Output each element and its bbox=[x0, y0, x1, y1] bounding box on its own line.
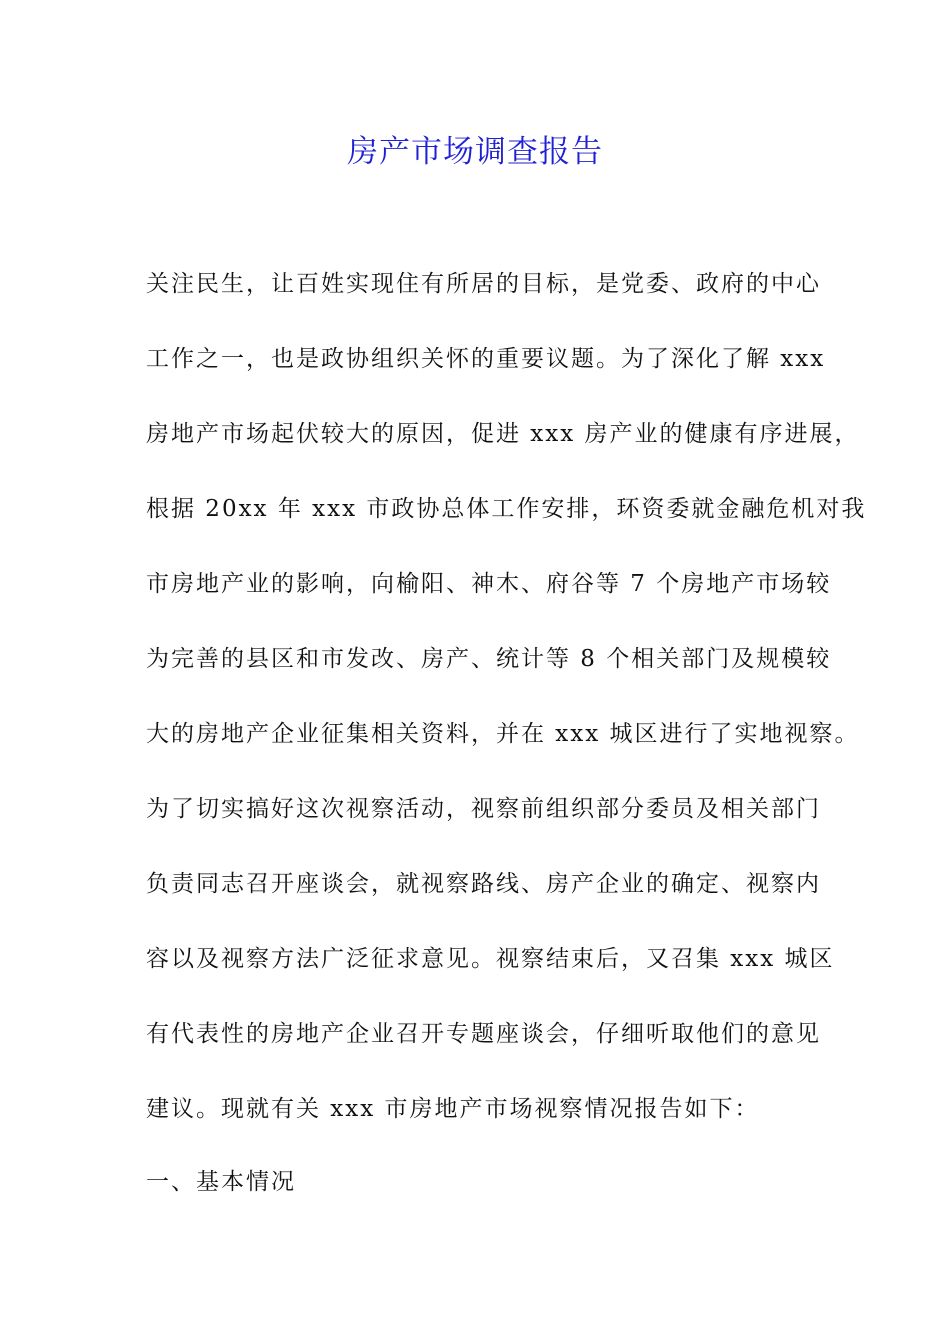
paragraph-line-7: 大的房地产企业征集相关资料，并在 xxx 城区进行了实地视察。 bbox=[146, 721, 860, 747]
paragraph-line-1: 关注民生，让百姓实现住有所居的目标，是党委、政府的中心 bbox=[146, 271, 821, 297]
paragraph-line-5: 市房地产业的影响，向榆阳、神木、府谷等 7 个房地产市场较 bbox=[146, 571, 832, 597]
section-heading: 一、基本情况 bbox=[146, 1169, 296, 1195]
paragraph-line-2: 工作之一，也是政协组织关怀的重要议题。为了深化了解 xxx bbox=[146, 346, 826, 372]
document-title: 房产市场调查报告 bbox=[347, 134, 603, 170]
paragraph-line-11: 有代表性的房地产企业召开专题座谈会，仔细听取他们的意见 bbox=[146, 1021, 821, 1047]
paragraph-line-8: 为了切实搞好这次视察活动，视察前组织部分委员及相关部门 bbox=[146, 796, 821, 822]
paragraph-line-6: 为完善的县区和市发改、房产、统计等 8 个相关部门及规模较 bbox=[146, 646, 832, 672]
paragraph-line-4: 根据 20xx 年 xxx 市政协总体工作安排，环资委就金融危机对我 bbox=[146, 496, 867, 522]
paragraph-line-12: 建议。现就有关 xxx 市房地产市场视察情况报告如下： bbox=[146, 1096, 760, 1122]
paragraph-line-9: 负责同志召开座谈会，就视察路线、房产企业的确定、视察内 bbox=[146, 871, 821, 897]
paragraph-line-10: 容以及视察方法广泛征求意见。视察结束后，又召集 xxx 城区 bbox=[146, 946, 835, 972]
paragraph-line-3: 房地产市场起伏较大的原因，促进 xxx 房产业的健康有序进展， bbox=[146, 421, 860, 447]
